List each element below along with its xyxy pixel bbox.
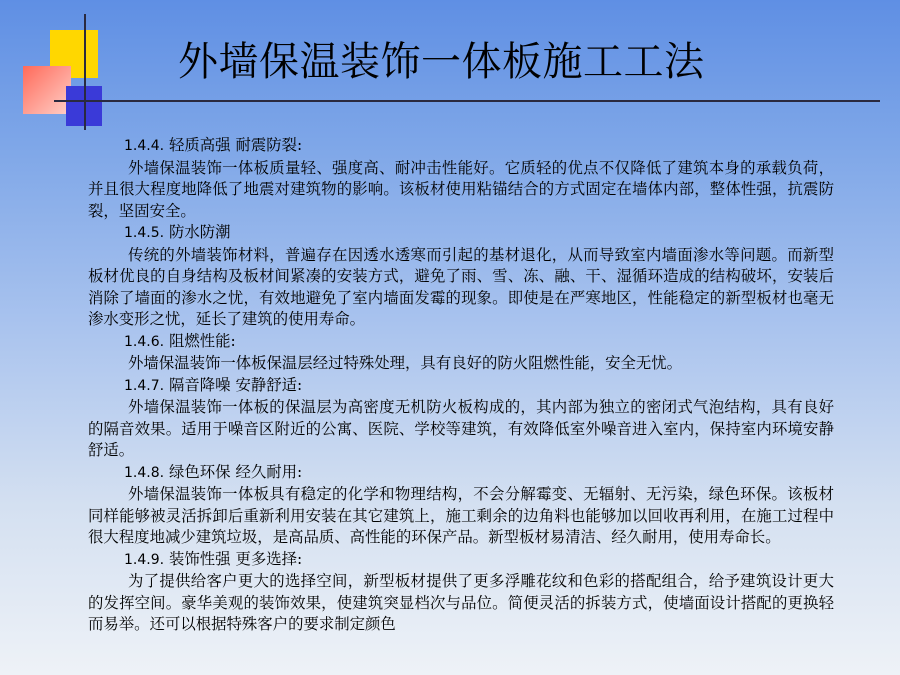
section-body: 外墙保温装饰一体板具有稳定的化学和物理结构，不会分解霉变、无辐射、无污染，绿色环保。该板材同样能够被灵活拆卸后重新利用安装在其它建筑上，施工剩余的边角料也能够加以回收再利用，在施工过程中很大程度地减少建筑垃圾，是高品质、高性能的环保产品。新型板材易清洁、经久耐用，使用寿命长。 — [88, 485, 834, 546]
section-number: 1.4.4. — [124, 138, 165, 154]
section-1-4-7 — [88, 375, 834, 462]
section-body: 外墙保温装饰一体板保温层经过特殊处理，具有良好的防火阻燃性能，安全无忧。 — [128, 354, 683, 372]
section-number: 1.4.9. — [124, 551, 165, 568]
section-title: 装饰性强 更多选择: — [168, 549, 303, 568]
section-title: 隔音降噪 安静舒适: — [168, 375, 303, 394]
slide-body — [88, 135, 834, 636]
section-body: 传统的外墙装饰材料，普遍存在因透水透寒而引起的基材退化，从而导致室内墙面渗水等问题。而新型板材优良的自身结构及板材间紧凑的安装方式，避免了雨、雪、冻、融、干、湿循环造成的结构破坏，安装后消除了墙面的渗水之忧，有效地避免了室内墙面发霉的现象。即使是在严寒地区，性能稳定的新型板材也毫无渗水变形之忧，延长了建筑的使用寿命。 — [88, 245, 834, 328]
section-1-4-5 — [88, 222, 834, 331]
title-rule — [54, 100, 880, 102]
section-body: 外墙保温装饰一体板的保温层为高密度无机防火板构成的，其内部为独立的密闭式气泡结构，具有良好的隔音效果。适用于噪音区附近的公寓、医院、学校等建筑，有效降低室外噪音进入室内，保持室内环境安静舒适。 — [88, 398, 834, 459]
section-heading — [88, 331, 834, 354]
vertical-rule — [84, 14, 86, 130]
section-title: 轻质高强 耐震防裂: — [168, 136, 303, 154]
section-1-4-4 — [88, 135, 834, 222]
slide-title: 外墙保温装饰一体板施工工法 — [178, 39, 705, 85]
decorative-squares-logo — [0, 0, 140, 140]
section-body: 外墙保温装饰一体板质量轻、强度高、耐冲击性能好。它质轻的优点不仅降低了建筑本身的承载负荷，并且很大程度地降低了地震对建筑物的影响。该板材使用粘锚结合的方式固定在墙体内部，整体性强，抗震防裂，坚固安全。 — [88, 158, 834, 220]
section-heading — [88, 549, 834, 572]
section-body: 为了提供给客户更大的选择空间，新型板材提供了更多浮雕花纹和色彩的搭配组合，给予建筑设计更大的发挥空间。豪华美观的装饰效果，使建筑突显档次与品位。简便灵活的拆装方式，使墙面设计搭配的更换轻而易举。还可以根据特殊客户的要求制定颜色 — [88, 572, 834, 633]
section-number: 1.4.8. — [124, 464, 165, 481]
section-title: 绿色环保 经久耐用: — [168, 462, 303, 481]
section-number: 1.4.5. — [124, 225, 165, 241]
section-number: 1.4.6. — [124, 333, 165, 350]
section-heading — [88, 135, 834, 158]
section-title: 阻燃性能: — [168, 331, 236, 350]
section-heading — [88, 462, 834, 485]
section-number: 1.4.7. — [124, 377, 165, 394]
section-heading — [88, 222, 834, 245]
section-title: 防水防潮 — [168, 223, 231, 241]
section-1-4-6 — [88, 331, 834, 375]
red-square — [23, 66, 71, 114]
section-1-4-9 — [88, 549, 834, 636]
section-1-4-8 — [88, 462, 834, 549]
section-heading — [88, 375, 834, 398]
